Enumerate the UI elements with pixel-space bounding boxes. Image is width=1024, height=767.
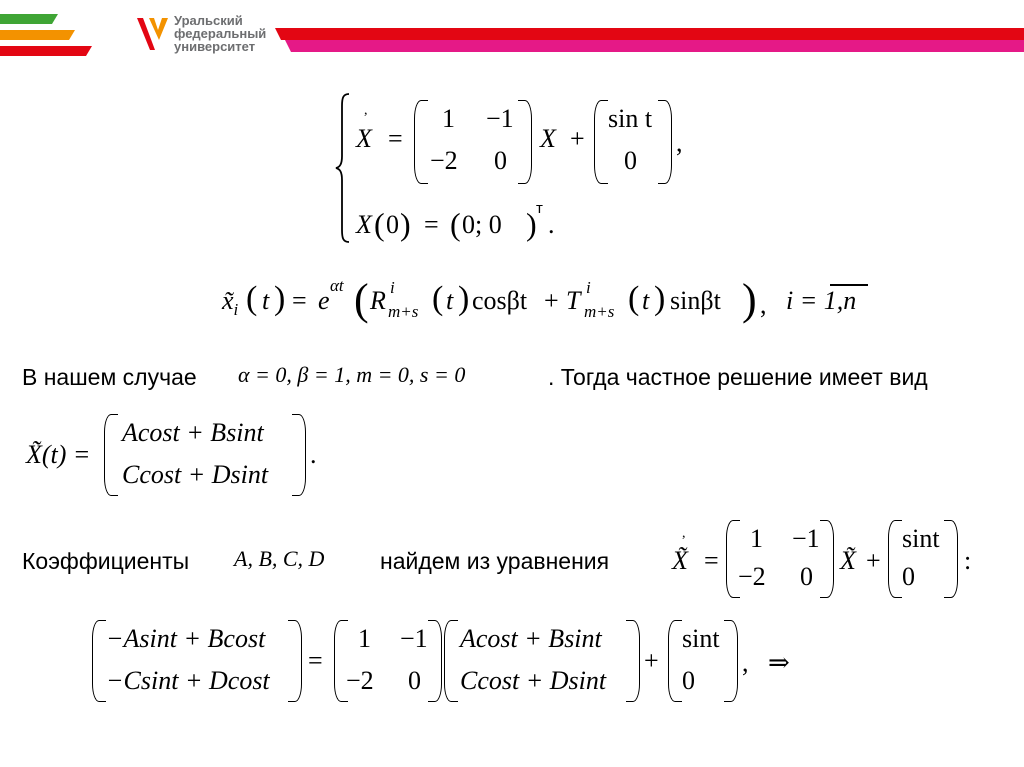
- eq-end: :: [964, 546, 972, 575]
- vector-cell: Ccost + Dsint: [460, 666, 607, 695]
- coeff-list: A, B, C, D: [234, 546, 325, 571]
- final-rhs-vector: [668, 620, 738, 702]
- case-prefix: В нашем случае: [22, 364, 197, 390]
- vector-cell: 0: [682, 666, 695, 695]
- final-lhs-vector: [92, 620, 302, 702]
- matrix-cell: 0: [408, 666, 421, 695]
- eq-vector: [888, 520, 958, 598]
- coeff-prefix: Коэффициенты: [22, 548, 190, 574]
- paren: ): [400, 206, 411, 242]
- system-matrix: [414, 100, 532, 184]
- vector-cell: Ccost + Dsint: [122, 460, 269, 489]
- matrix-cell: −1: [486, 104, 514, 133]
- paren: (: [354, 275, 369, 324]
- formula-sin: sinβt: [670, 286, 721, 315]
- eq1-plus: +: [570, 124, 585, 153]
- matrix-cell: 0: [494, 146, 507, 175]
- formula-exponent: αt: [330, 276, 344, 295]
- logo-line-1: Уральский: [174, 13, 243, 28]
- transpose-mark: т: [536, 200, 543, 217]
- eq2-lhs: X: [356, 210, 372, 239]
- final-plus: +: [644, 646, 659, 675]
- matrix-cell: −2: [346, 666, 374, 695]
- eq1-equals: =: [388, 124, 403, 153]
- paren: ): [274, 280, 286, 317]
- paren: ): [742, 275, 757, 324]
- eq-equals: =: [704, 546, 719, 575]
- case-params: α = 0, β = 1, m = 0, s = 0: [238, 362, 466, 387]
- coeff-suffix: найдем из уравнения: [380, 548, 610, 574]
- university-logo-text: [174, 14, 266, 53]
- particular-lhs: X̃(t) =: [26, 440, 91, 469]
- eq-matrix: [726, 520, 834, 598]
- final-equals: =: [308, 646, 323, 675]
- formula-exp-base: e: [318, 286, 330, 315]
- final-vec: [444, 620, 640, 702]
- logo-line-3: университет: [174, 39, 256, 54]
- paren: ): [654, 280, 666, 317]
- paren: (: [246, 280, 258, 317]
- formula-plus: +: [544, 286, 559, 315]
- eq1-lhs: X: [356, 124, 372, 153]
- formula-sub: m+s: [584, 302, 615, 321]
- paren: (: [432, 280, 444, 317]
- formula-R: R: [370, 286, 386, 315]
- paren: ): [458, 280, 470, 317]
- formula-t: t: [642, 286, 650, 315]
- case-suffix: . Тогда частное решение имеет вид: [548, 364, 928, 390]
- vector-cell: Acost + Bsint: [122, 418, 264, 447]
- university-logo-mark: [135, 14, 169, 54]
- final-arrow: , ⇒: [742, 648, 790, 677]
- eq-var: X̃: [840, 546, 856, 575]
- matrix-cell: 0: [800, 562, 813, 591]
- matrix-cell: −1: [400, 624, 428, 653]
- derivative-mark: ,: [364, 103, 368, 118]
- formula-sub: m+s: [388, 302, 419, 321]
- formula-t: t: [446, 286, 454, 315]
- paren: ): [526, 206, 537, 242]
- formula-T: T: [566, 286, 581, 315]
- x-tilde: x̃: [222, 286, 234, 315]
- eq-plus: +: [866, 546, 881, 575]
- particular-end: .: [310, 440, 317, 469]
- matrix-cell: 1: [750, 524, 763, 553]
- vector-cell: sin t: [608, 104, 653, 133]
- matrix-cell: 1: [358, 624, 371, 653]
- formula-cos: cosβt: [472, 286, 528, 315]
- logo-line-2: федеральный: [174, 26, 267, 41]
- formula-lhs: $x̃_i$: [222, 286, 239, 320]
- eq1-var: X: [540, 124, 556, 153]
- matrix-cell: −2: [430, 146, 458, 175]
- eq1-comma: ,: [676, 128, 683, 157]
- derivative-mark: ,: [682, 526, 686, 541]
- paren: (: [374, 206, 385, 242]
- vector-cell: Acost + Bsint: [460, 624, 602, 653]
- eq2-equals: =: [424, 210, 439, 239]
- formula-sup: i: [586, 278, 591, 297]
- particular-vector: [104, 414, 306, 496]
- eq2-value: 0; 0: [462, 210, 502, 239]
- range-overline: [830, 284, 868, 286]
- eq2-arg: 0: [386, 210, 399, 239]
- vector-cell: 0: [902, 562, 915, 591]
- formula-t: t: [262, 286, 270, 315]
- matrix-cell: −2: [738, 562, 766, 591]
- vector-cell: sint: [682, 624, 720, 653]
- matrix-cell: −1: [792, 524, 820, 553]
- matrix-cell: 1: [442, 104, 455, 133]
- formula-comma: ,: [760, 290, 767, 319]
- formula-sup: i: [390, 278, 395, 297]
- vector-cell: sint: [902, 524, 940, 553]
- final-matrix: [334, 620, 442, 702]
- paren: (: [450, 206, 461, 242]
- formula-range: i = 1,n: [786, 286, 857, 315]
- system-brace: [335, 92, 351, 244]
- vector-cell: −Asint + Bcost: [106, 624, 266, 653]
- paren: (: [628, 280, 640, 317]
- eq-lhs: X̃: [672, 546, 688, 575]
- vector-cell: −Csint + Dcost: [106, 666, 270, 695]
- eq2-period: .: [548, 210, 555, 239]
- vector-cell: 0: [624, 146, 637, 175]
- system-vector: [594, 100, 672, 184]
- formula-equals: =: [292, 286, 307, 315]
